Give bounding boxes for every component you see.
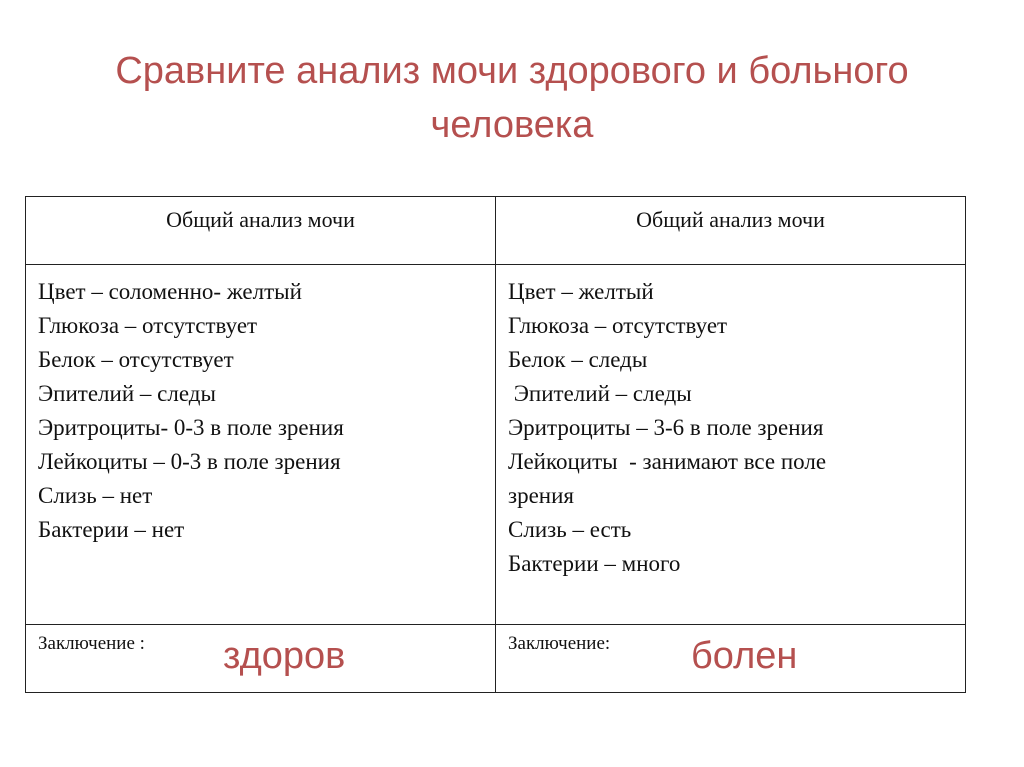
healthy-result-erythrocytes: Эритроциты- 0-3 в поле зрения — [38, 415, 344, 440]
sick-result-epithelium: Эпителий – следы — [508, 381, 692, 406]
conclusion-healthy-cell — [26, 625, 496, 693]
comparison-table — [25, 196, 966, 693]
healthy-result-leukocytes: Лейкоциты – 0-3 в поле зрения — [38, 449, 341, 474]
sick-result-protein: Белок – следы — [508, 347, 648, 372]
table-body-row — [26, 265, 966, 625]
slide-title — [0, 44, 1024, 152]
conclusion-value-healthy: здоров — [223, 635, 346, 677]
sick-result-mucus: Слизь – есть — [508, 517, 632, 542]
healthy-result-color: Цвет – соломенно- желтый — [38, 279, 302, 304]
healthy-result-glucose: Глюкоза – отсутствует — [38, 313, 258, 338]
healthy-result-epithelium: Эпителий – следы — [38, 381, 216, 406]
sick-results-cell — [496, 265, 966, 625]
slide-title-line-1: Сравните анализ мочи здорового и больного — [115, 50, 909, 92]
header-sick: Общий анализ мочи — [496, 197, 966, 265]
conclusion-row — [26, 625, 966, 693]
conclusion-sick-cell — [496, 625, 966, 693]
healthy-result-mucus: Слизь – нет — [38, 483, 153, 508]
sick-result-color: Цвет – желтый — [508, 279, 654, 304]
sick-result-bacteria: Бактерии – много — [508, 551, 681, 576]
healthy-result-protein: Белок – отсутствует — [38, 347, 234, 372]
table-header-row — [26, 197, 966, 265]
conclusion-value-sick: болен — [691, 635, 798, 677]
sick-result-leukocytes-cont: зрения — [508, 483, 574, 508]
sick-result-glucose: Глюкоза – отсутствует — [508, 313, 728, 338]
conclusion-label-left: Заключение : — [38, 633, 145, 654]
slide-title-line-2: человека — [430, 104, 594, 146]
healthy-result-bacteria: Бактерии – нет — [38, 517, 185, 542]
sick-result-leukocytes: Лейкоциты - занимают все поле — [508, 449, 827, 474]
conclusion-label-right: Заключение: — [508, 633, 611, 654]
sick-result-erythrocytes: Эритроциты – 3-6 в поле зрения — [508, 415, 824, 440]
header-healthy: Общий анализ мочи — [26, 197, 496, 265]
healthy-results-cell — [26, 265, 496, 625]
